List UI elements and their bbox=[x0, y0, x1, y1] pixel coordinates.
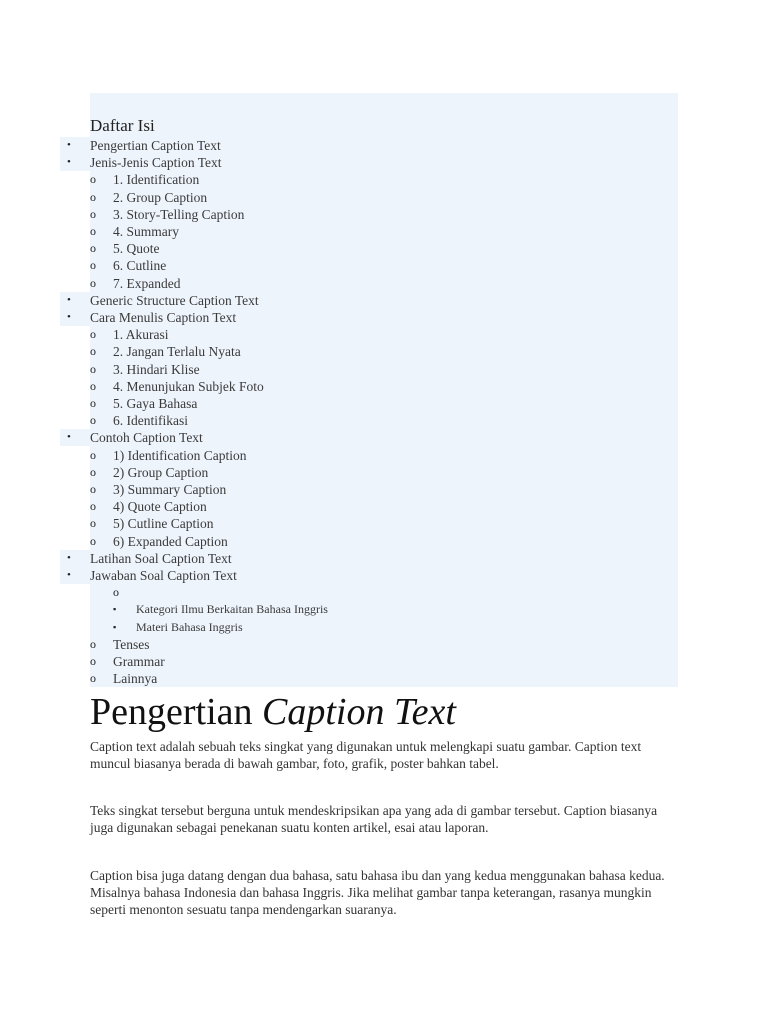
toc-bullet-icon: o bbox=[90, 447, 96, 462]
toc-item-label[interactable]: 4) Quote Caption bbox=[113, 499, 207, 515]
toc-item-background bbox=[90, 653, 678, 670]
toc-item-label[interactable]: Materi Bahasa Inggris bbox=[136, 619, 243, 634]
toc-item[interactable] bbox=[0, 653, 678, 670]
toc-bullet-icon: o bbox=[90, 224, 96, 238]
toc-item-label[interactable]: 3) Summary Caption bbox=[113, 482, 227, 497]
toc-item-background bbox=[90, 636, 678, 653]
toc-item-label[interactable]: 2. Jangan Terlalu Nyata bbox=[113, 344, 241, 360]
toc-item-label[interactable]: Contoh Caption Text bbox=[90, 430, 203, 446]
toc-item-background bbox=[90, 326, 678, 343]
toc-item-label[interactable]: 6) Expanded Caption bbox=[113, 533, 228, 549]
toc-item-label[interactable]: Generic Structure Caption Text bbox=[90, 292, 259, 308]
toc-item[interactable] bbox=[0, 619, 678, 636]
toc-bullet-icon: • bbox=[67, 293, 71, 306]
toc-item[interactable] bbox=[0, 343, 678, 360]
toc-bullet-icon: o bbox=[90, 206, 96, 221]
toc-item-label[interactable]: Pengertian Caption Text bbox=[90, 138, 221, 153]
page-heading bbox=[90, 690, 456, 734]
toc-item[interactable] bbox=[0, 137, 678, 154]
toc-item[interactable] bbox=[0, 275, 678, 292]
toc-bullet-icon: o bbox=[90, 671, 96, 686]
toc-item-label[interactable]: 5. Gaya Bahasa bbox=[113, 396, 198, 411]
toc-item-label[interactable]: 3. Hindari Klise bbox=[113, 361, 200, 377]
toc-item[interactable] bbox=[0, 515, 678, 532]
toc-item[interactable] bbox=[0, 395, 678, 412]
toc-item[interactable] bbox=[0, 533, 678, 550]
toc-bullet-icon: o bbox=[90, 275, 96, 290]
toc-item-label[interactable]: 6. Identifikasi bbox=[113, 413, 188, 429]
toc-bullet-icon: o bbox=[90, 241, 96, 256]
toc-item[interactable] bbox=[0, 257, 678, 274]
toc-bullet-icon: o bbox=[90, 464, 96, 479]
toc-item[interactable] bbox=[0, 584, 678, 601]
toc-bullet-icon: • bbox=[67, 156, 71, 169]
paragraph-1: Caption text adalah sebuah teks singkat yang digunakan untuk melengkapi suatu gambar. Caption text muncul biasanya berada di bawah gambar, foto, grafik, poster bahkan tabel. bbox=[90, 739, 642, 771]
toc-item-label[interactable]: 1) Identification Caption bbox=[113, 447, 247, 463]
toc-item-label[interactable]: 1. Akurasi bbox=[113, 327, 169, 343]
toc-bullet-icon: o bbox=[90, 482, 96, 496]
heading-plain: Pengertian bbox=[90, 691, 263, 733]
toc-bullet-icon: o bbox=[90, 636, 96, 651]
toc-bullet-icon: o bbox=[90, 189, 96, 204]
toc-item-label[interactable]: Lainnya bbox=[113, 671, 158, 687]
toc-item[interactable] bbox=[0, 223, 678, 240]
toc-item-label[interactable]: Tenses bbox=[113, 636, 150, 652]
toc-bullet-icon: • bbox=[67, 551, 71, 564]
toc-item[interactable] bbox=[0, 189, 678, 206]
toc-item-label[interactable]: 2) Group Caption bbox=[113, 464, 209, 480]
toc-item[interactable] bbox=[0, 636, 678, 653]
toc-item[interactable] bbox=[0, 206, 678, 223]
toc-item[interactable] bbox=[0, 361, 678, 378]
toc-item-label[interactable]: Jenis-Jenis Caption Text bbox=[90, 155, 222, 171]
toc-item[interactable] bbox=[0, 481, 678, 498]
toc-bullet-icon: • bbox=[67, 139, 71, 151]
toc-bullet-icon: o bbox=[90, 499, 96, 514]
toc-item[interactable] bbox=[0, 240, 678, 257]
toc-item-label[interactable]: 2. Group Caption bbox=[113, 189, 208, 205]
toc-item-background bbox=[90, 257, 678, 274]
toc-item[interactable] bbox=[0, 326, 678, 343]
toc-item-label[interactable]: 1. Identification bbox=[113, 172, 200, 188]
toc-item-background bbox=[90, 240, 678, 257]
toc-bullet-icon: o bbox=[90, 344, 96, 359]
toc-bullet-icon: o bbox=[90, 258, 96, 273]
toc-item-label[interactable]: 4. Menunjukan Subjek Foto bbox=[113, 378, 264, 394]
toc-item-label[interactable]: 3. Story-Telling Caption bbox=[113, 206, 245, 222]
toc-item[interactable] bbox=[0, 567, 678, 584]
toc-bullet-icon: ▪ bbox=[113, 604, 117, 615]
toc-bullet-icon: o bbox=[90, 361, 96, 376]
paragraph-2: Teks singkat tersebut berguna untuk mendeskripsikan apa yang ada di gambar tersebut. Caption biasanya juga digunakan sebagai penekanan suatu konten artikel, esai atau laporan. bbox=[90, 803, 658, 835]
toc-item-label[interactable]: Latihan Soal Caption Text bbox=[90, 550, 232, 566]
toc-item-label[interactable]: 5. Quote bbox=[113, 241, 160, 257]
toc-bullet-icon: • bbox=[67, 431, 71, 444]
toc-item[interactable] bbox=[0, 154, 678, 171]
toc-item-label[interactable]: Jawaban Soal Caption Text bbox=[90, 568, 237, 583]
heading-italic: Caption Text bbox=[262, 691, 456, 733]
toc-item-label[interactable]: Cara Menulis Caption Text bbox=[90, 310, 237, 325]
toc-item[interactable] bbox=[0, 550, 678, 567]
toc-bullet-icon: o bbox=[90, 516, 96, 531]
toc-item[interactable] bbox=[0, 412, 678, 429]
toc-item[interactable] bbox=[0, 292, 678, 309]
toc-bullet-icon: o bbox=[90, 533, 96, 548]
toc-bullet-icon: o bbox=[113, 585, 119, 600]
toc-bullet-icon: ▪ bbox=[113, 621, 117, 632]
toc-item-background bbox=[90, 584, 678, 601]
paragraph-3: Caption bisa juga datang dengan dua bahasa, satu bahasa ibu dan yang kedua menggunakan bahasa kedua. Misalnya bahasa Indonesia dan bahasa Inggris. Jika melihat gambar tanpa keterangan, rasanya mungkin seperti menonton sesuatu tanpa mendengarkan suaranya. bbox=[90, 868, 665, 917]
toc-item-label[interactable]: 5) Cutline Caption bbox=[113, 516, 214, 532]
toc-item[interactable] bbox=[0, 464, 678, 481]
toc-title: Daftar Isi bbox=[90, 116, 155, 135]
toc-item[interactable] bbox=[0, 447, 678, 464]
toc-bullet-icon: • bbox=[67, 569, 71, 581]
toc-item-label[interactable]: 7. Expanded bbox=[113, 275, 181, 291]
toc-item-label[interactable]: 4. Summary bbox=[113, 224, 179, 239]
toc-item[interactable] bbox=[0, 670, 678, 687]
toc-item-background bbox=[90, 670, 678, 687]
toc-item[interactable] bbox=[0, 378, 678, 395]
toc-item[interactable] bbox=[0, 309, 678, 326]
toc-item[interactable] bbox=[0, 498, 678, 515]
toc-bullet-icon: o bbox=[90, 378, 96, 393]
toc-bullet-icon: o bbox=[90, 396, 96, 410]
toc-item-label[interactable]: Grammar bbox=[113, 654, 165, 669]
toc-item-label[interactable]: Kategori Ilmu Berkaitan Bahasa Inggris bbox=[136, 602, 328, 617]
toc-bullet-icon: • bbox=[67, 311, 71, 323]
toc-bullet-icon: o bbox=[90, 172, 96, 187]
toc-item[interactable] bbox=[0, 429, 678, 446]
toc-item[interactable] bbox=[0, 601, 678, 618]
toc-item-label[interactable]: 6. Cutline bbox=[113, 258, 167, 274]
toc-bullet-icon: o bbox=[90, 413, 96, 428]
toc-bullet-icon: o bbox=[90, 654, 96, 668]
toc-bullet-icon: o bbox=[90, 327, 96, 342]
toc-item[interactable] bbox=[0, 171, 678, 188]
